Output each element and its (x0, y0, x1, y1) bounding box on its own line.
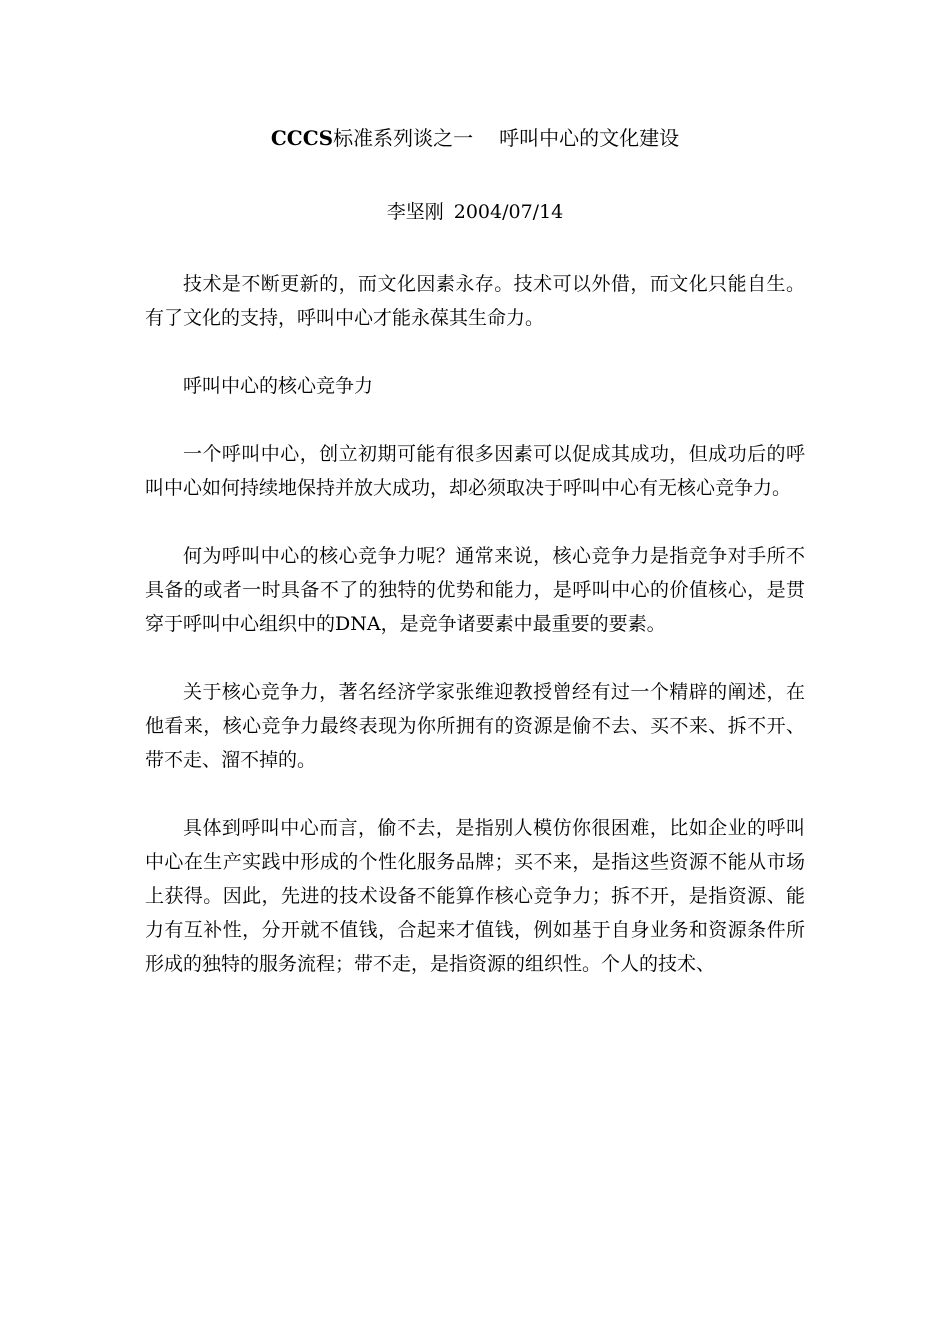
paragraph: 具体到呼叫中心而言，偷不去，是指别人模仿你很困难，比如企业的呼叫中心在生产实践中形成的个性化服务品牌；买不来，是指这些资源不能从市场上获得。因此，先进的技术设备不能算作核心竞争力；拆不开，是指资源、能力有互补性，分开就不值钱，合起来才值钱，例如基于自身业务和资源条件所形成的独特的服务流程；带不走，是指资源的组织性。个人的技术、 (145, 817, 805, 975)
body-text (145, 267, 805, 1015)
author-name: 李坚刚 (386, 201, 444, 223)
paragraph-intro: 技术是不断更新的，而文化因素永存。技术可以外借，而文化只能自生。有了文化的支持，呼叫中心才能永葆其生命力。 (145, 273, 805, 329)
document-title (0, 124, 950, 152)
publish-date: 2004/07/14 (453, 201, 564, 223)
byline (0, 198, 950, 226)
paragraph: 何为呼叫中心的核心竞争力呢？通常来说，核心竞争力是指竞争对手所不具备的或者一时具备不了的独特的优势和能力，是呼叫中心的价值核心，是贯穿于呼叫中心组织中的DNA，是竞争诸要素中最重要的要素。 (145, 545, 805, 635)
title-series: 标准系列谈之一 (333, 126, 474, 150)
paragraph: 一个呼叫中心，创立初期可能有很多因素可以促成其成功，但成功后的呼叫中心如何持续地保持并放大成功，却必须取决于呼叫中心有无核心竞争力。 (145, 443, 805, 499)
title-prefix: CCCS (270, 126, 334, 150)
paragraph: 关于核心竞争力，著名经济学家张维迎教授曾经有过一个精辟的阐述，在他看来，核心竞争力最终表现为你所拥有的资源是偷不去、买不来、拆不开、带不走、溜不掉的。 (145, 681, 805, 771)
section-heading: 呼叫中心的核心竞争力 (183, 375, 374, 397)
title-main: 呼叫中心的文化建设 (499, 126, 680, 150)
